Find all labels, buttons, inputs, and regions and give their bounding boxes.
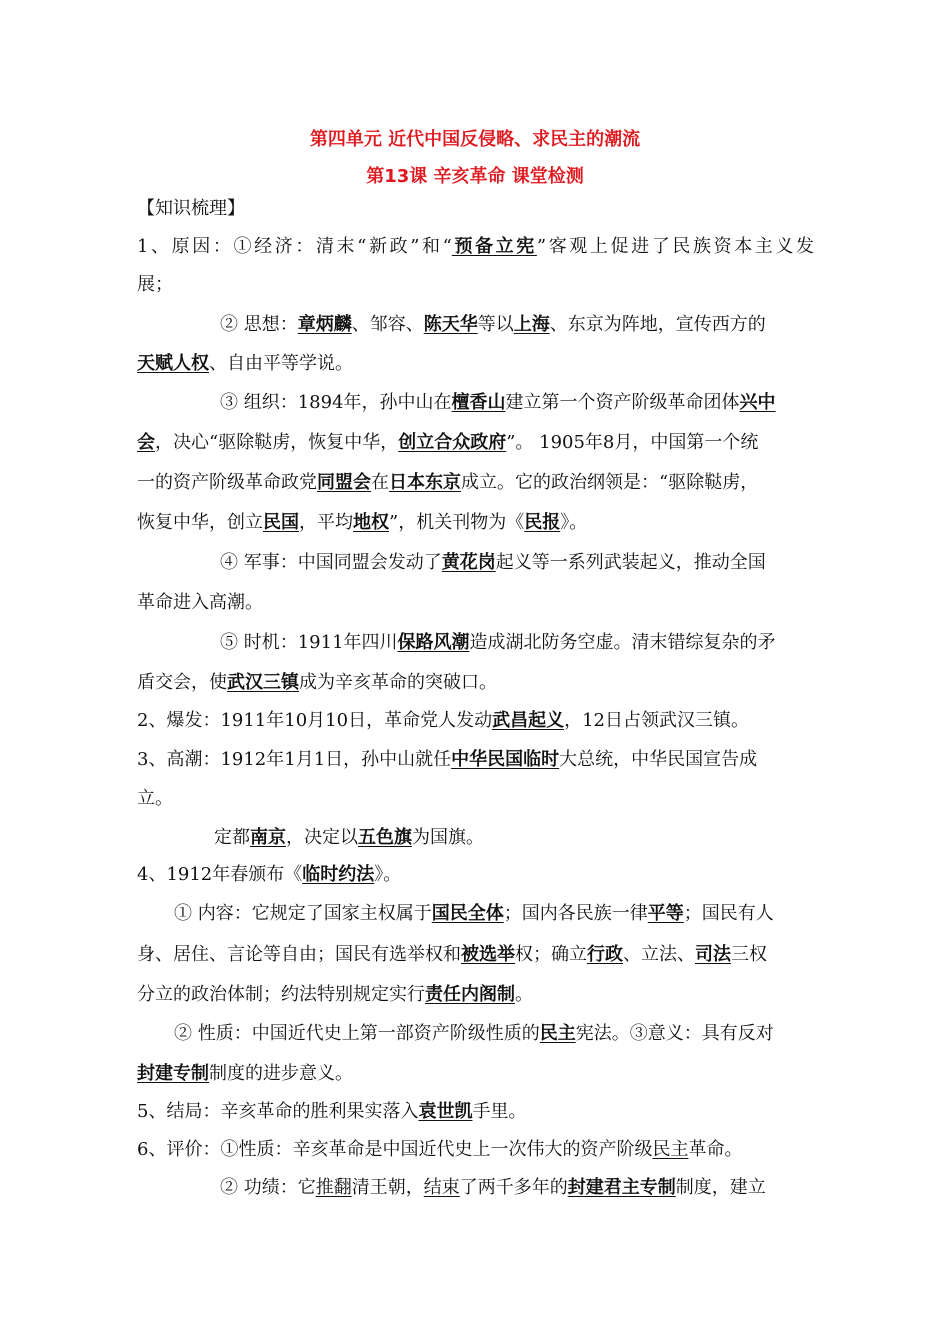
evaluation-nature-line: 6、评价：①性质：辛亥革命是中国近代史上一次伟大的资产阶级民主革命。 [137,1139,743,1160]
evaluation-merit-line: ② 功绩：它推翻清王朝，结束了两千多年的封建君主专制制度，建立 [220,1177,766,1198]
cause-economy-line: 1、原因：①经济：清末“新政”和“预备立宪”客观上促进了民族资本主义发 [137,236,815,257]
constitution-content-line-3: 分立的政治体制；约法特别规定实行责任内阁制。 [137,984,533,1005]
cause-timing-line: ⑤ 时机：1911年四川保路风潮造成湖北防务空虚。清末错综复杂的矛 [220,632,776,653]
constitution-nature-line: ② 性质：中国近代史上第一部资产阶级性质的民主宪法。③意义：具有反对 [174,1023,774,1044]
unit-title: 第四单元 近代中国反侵略、求民主的潮流 [309,129,641,150]
cause-organization-line-2: 会，决心“驱除鞑虏，恢复中华，创立合众政府”。 1905年8月，中国第一个统 [137,432,759,453]
lesson-title: 第13课 辛亥革命 课堂检测 [366,166,584,187]
cause-organization-line-4: 恢复中华，创立民国，平均地权”，机关刊物为《民报》。 [137,512,588,533]
outbreak-line: 2、爆发：1911年10月10日，革命党人发动武昌起义，12日占领武汉三镇。 [137,710,749,731]
constitution-content-line: ① 内容：它规定了国家主权属于国民全体；国内各民族一律平等；国民有人 [174,903,774,924]
section-label: 【知识梳理】 [137,198,245,219]
cause-organization-line: ③ 组织：1894年，孙中山在檀香山建立第一个资产阶级革命团体兴中 [220,392,776,413]
capital-flag-line: 定都南京，决定以五色旗为国旗。 [214,827,484,848]
outcome-line: 5、结局：辛亥革命的胜利果实落入袁世凯手里。 [137,1101,527,1122]
cause-economy-line-2: 展； [137,274,173,295]
constitution-nature-line-2: 封建专制制度的进步意义。 [137,1063,353,1084]
cause-thought-line: ② 思想：章炳麟、邹容、陈天华等以上海、东京为阵地，宣传西方的 [220,314,766,335]
cause-timing-line-2: 盾交会，使武汉三镇成为辛亥革命的突破口。 [137,672,497,693]
climax-line-2: 立。 [137,788,173,809]
cause-organization-line-3: 一的资产阶级革命政党同盟会在日本东京成立。它的政治纲领是：“驱除鞑虏， [137,472,759,493]
cause-military-line: ④ 军事：中国同盟会发动了黄花岗起义等一系列武装起义，推动全国 [220,552,766,573]
climax-line: 3、高潮：1912年1月1日，孙中山就任中华民国临时大总统，中华民国宣告成 [137,749,758,770]
cause-thought-line-2: 天赋人权、自由平等学说。 [137,353,353,374]
cause-military-line-2: 革命进入高潮。 [137,592,263,613]
constitution-content-line-2: 身、居住、言论等自由；国民有选举权和被选举权；确立行政、立法、司法三权 [137,944,767,965]
constitution-line: 4、1912年春颁布《临时约法》。 [137,864,402,885]
